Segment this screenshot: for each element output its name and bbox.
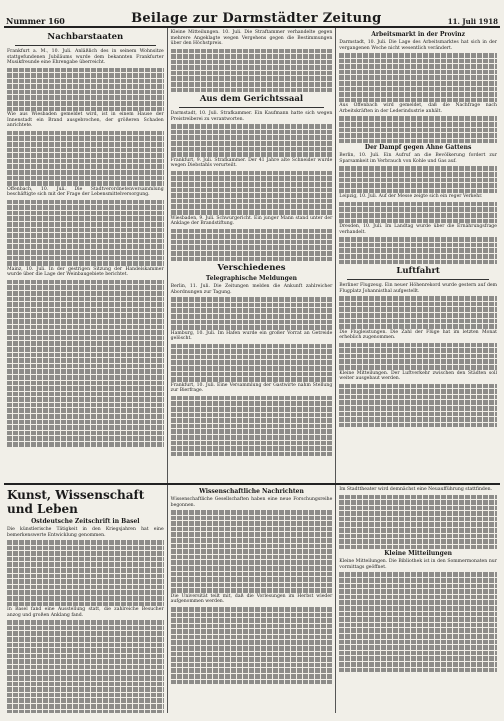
newspaper-page [4, 4, 500, 713]
article-paragraph: Frankfurt a. M., 10. Juli. Anläßlich des in seinem Wohnsitze stattgefundenen Jubiläums wurde dem bekannten Frankfurter Musikfreunde eine Ehrengabe überreicht. [7, 49, 164, 65]
article-paragraph: Berlin, 10. Juli. Ein Aufruf an die Bevölkerung fordert zur Sparsamkeit im Verbrauch von Kohle und Gas auf. [339, 153, 497, 164]
article-paragraph: In Basel fand eine Ausstellung statt, die zahlreiche Besucher anzog und großen Anklang fand. [7, 607, 164, 618]
article-paragraph: Dresden, 10. Juli. Im Landtag wurde über die Ernährungsfrage verhandelt. [339, 224, 497, 235]
article-paragraph: Hamburg, 10. Juli. Im Hafen wurde ein großer Vorrat an Getreide gelöscht. [170, 330, 333, 342]
article-paragraph: Kleine Mitteilungen. Die Bibliothek ist in den Sommermonaten nur vormittags geöffnet. [339, 559, 497, 570]
section-heading: Kleine Mitteilungen [384, 550, 453, 558]
section-heading: Nachbarstaaten [47, 32, 124, 42]
article-paragraph: Leipzig, 10. Juli. Auf der Messe zeigte sich ein reger Verkehr. [339, 194, 483, 200]
article-paragraph: Die Flugleistungen. Die Zahl der Flüge hat im letzten Monat erheblich zugenommen. [339, 329, 497, 341]
section-heading: Verschiedenes [217, 263, 286, 274]
column-2 [168, 28, 337, 483]
article-paragraph: Im Stadttheater wird demnächst eine Neuaufführung stattfinden. [339, 487, 492, 492]
article-paragraph: Wie aus Wiesbaden gemeldet wird, ist in einem Hause der Innenstadt ein Brand ausgebrochen, der größeren Schaden anrichtete. [7, 112, 164, 129]
article-paragraph: Kleine Mitteilungen. 10. Juli. Die Straftammer verhandelte gegen mehrere Angeklagte wegen Vergehens gegen die Bestimmungen über den Höchstpreis. [170, 30, 333, 46]
article-paragraph: Darmstadt, 10. Juli. Die Lage des Arbeitsmarktes hat sich in der vergangenen Woche nicht wesentlich verändert. [339, 40, 497, 51]
bottom-columns [4, 483, 500, 713]
article-paragraph: Wissenschaftliche Gesellschaften haben eine neue Forschungsreihe begonnen. [170, 497, 333, 508]
column-6 [336, 485, 500, 713]
section-heading: Luftfahrt [396, 266, 440, 277]
article-paragraph: Frankfurt, 9. Juli. Strafkammer. Der 41 Jahre alte Schneider wurde wegen Diebstahls verurteilt. [170, 157, 333, 169]
column-1 [4, 28, 168, 483]
column-5 [168, 485, 337, 713]
section-heading: Der Dampf gegen Ahne Gattens [364, 144, 472, 152]
article-paragraph: Darmstadt, 10. Juli. Strafkammer. Ein Kaufmann hatte sich wegen Preistreiberei zu verantworten. [170, 111, 333, 122]
section-heading: Aus dem Gerichtssaal [199, 94, 304, 105]
article-paragraph: Kleine Mitteilungen. Der Luftverkehr zwischen den Städten soll weiter ausgebaut werden. [339, 370, 497, 382]
page-header [4, 4, 500, 28]
article-paragraph: Berlin, 11. Juli. Die Zeitungen melden die Ankunft zahlreicher Abordnungen zur Tagung. [170, 284, 333, 295]
issue-date: 11. Juli 1918 [447, 17, 498, 26]
section-heading: Arbeitsmarkt in der Provinz [371, 31, 466, 38]
article-paragraph: Die Universität teilt mit, daß die Vorlesungen im Herbst wieder aufgenommen werden. [170, 593, 333, 605]
article-paragraph: Offenbach, 10. Juli. Die Stadtverordnetenversammlung beschäftigte sich mit der Frage der Lebensmittelversorgung. [7, 186, 164, 198]
column-3 [336, 28, 500, 483]
supplement-title: Beilage zur Darmstädter Zeitung [131, 11, 382, 26]
article-paragraph: Wiesbaden, 9. Juli. Schwurgericht. Ein junger Mann stand unter der Anklage der Brandstiftung. [170, 215, 333, 227]
column-4 [4, 485, 168, 713]
article-paragraph: Die künstlerische Tätigkeit in den Kriegsjahren hat eine bemerkenswerte Entwicklung genommen. [7, 527, 164, 538]
section-heading: Kunst, Wissenschaft und Leben [7, 488, 145, 516]
issue-number: Nummer 160 [6, 16, 65, 26]
article-paragraph: Aus Offenbach wird gemeldet, daß die Nachfrage nach Arbeitskräften in der Lederindustrie anhält. [339, 103, 497, 114]
article-paragraph: Berliner Flugzeug. Ein neuer Höhenrekord wurde gestern auf dem Flugplatz Johannisthal aufgestellt. [339, 283, 497, 294]
section-heading: Wissenschaftliche Nachrichten [199, 488, 304, 495]
article-paragraph: Mainz, 10. Juli. In der gestrigen Sitzung der Handelskammer wurde über die Lage der Weinbaugebiete berichtet. [7, 266, 164, 278]
section-subheading: Telegraphische Meldungen [205, 275, 298, 283]
top-columns [4, 28, 500, 483]
article-paragraph: Frankfurt, 10. Juli. Eine Versammlung der Gastwirte nahm Stellung zur Bierfrage. [170, 382, 333, 394]
section-subheading: Ostdeutsche Zeitschrift in Basel [31, 518, 140, 525]
